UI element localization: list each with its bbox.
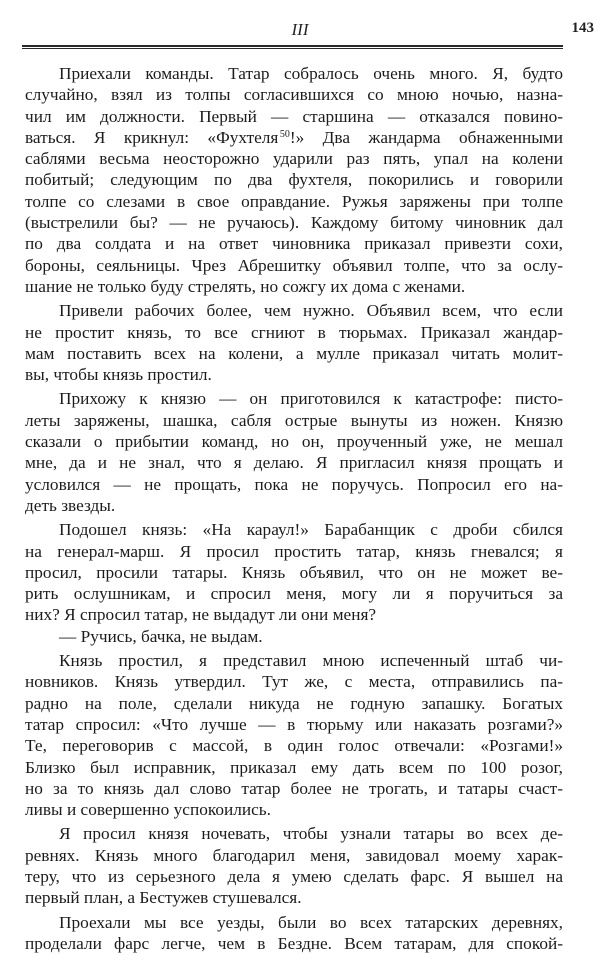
text-line: Князь простил, я представил мною испеченный штаб чи-: [59, 651, 563, 671]
text-line: побитый; следующим по два фухтеля, покорились и говорили: [25, 170, 563, 190]
text-line: толпе со слезами в свое оправдание. Ружья заряжены при толпе: [25, 191, 563, 211]
footnote-ref[interactable]: 50: [279, 128, 290, 140]
text-line: них? Я спросил татар, не выдадут ли они меня?: [25, 605, 377, 625]
paragraph: [25, 519, 563, 625]
paragraph: [25, 300, 563, 385]
text-line: Подошел князь: «На караул!» Барабанщик с дроби сбился: [59, 520, 563, 540]
text-line: Я просил князя ночевать, чтобы узнали татары во всех де-: [59, 824, 563, 844]
text-line: Те, переговорив с массой, в один голос отвечали: «Розгами!»: [25, 736, 563, 756]
text-line: теру, что из серьезного дела я умею сделать фарс. Я вышел на: [25, 866, 563, 886]
text-line: первый план, а Бестужев стушевался.: [25, 888, 302, 908]
paragraph: [25, 823, 563, 908]
text-line: радно на поле, сделали никуда не годную запашку. Богатых: [25, 693, 563, 713]
text-line: мам поставить всех на колени, а мулле приказал читать молит-: [25, 343, 563, 363]
text-fragment: ваться. Я крикнул: «Фухтеля: [25, 127, 279, 147]
text-line: Близко был исправник, приказал ему дать всем по 100 розог,: [25, 757, 563, 777]
header-rule: [22, 45, 563, 49]
text-line: Прихожу к князю — он приготовился к катастрофе: писто-: [59, 389, 563, 409]
paragraph: [25, 388, 563, 516]
paragraph-dialogue: [25, 626, 563, 647]
text-line: Проехали мы все уезды, были во всех татарских деревнях,: [59, 912, 563, 932]
paragraph: [25, 63, 563, 297]
text-line: (выстрелили бы? — не ручаюсь). Каждому битому чиновник дал: [25, 213, 563, 233]
text-line: саблями весьма неосторожно ударили раз пять, упал на колени: [25, 149, 563, 169]
text-line: ревнях. Князь много благодарил меня, завидовал моему харак-: [25, 845, 563, 865]
text-line: на генерал-марш. Я просил простить татар, князь гневался; я: [25, 541, 563, 561]
text-line: рить ослушникам, и спросил меня, могу ли я поручиться за: [25, 584, 563, 604]
page-header: [22, 18, 594, 42]
text-line: по два солдата и на ответ чиновника приказал привезти сохи,: [25, 234, 563, 254]
text-line: не простит князь, то все сгниют в тюрьмах. Приказал жандар-: [25, 322, 563, 342]
text-line: Привели рабочих более, чем нужно. Объявил всем, что если: [59, 301, 563, 321]
text-line: бороны, сеяльницы. Чрез Абрешитку объявил толпе, что за ослу-: [25, 255, 563, 275]
text-line: татар спросил: «Что лучше — в тюрьму или наказать розгами?»: [25, 714, 563, 734]
text-line: вы, чтобы князь простил.: [25, 365, 212, 385]
text-line: мне, да и не знал, что я делаю. Я пригласил князя прощать и: [25, 453, 563, 473]
text-line-with-footnote: [25, 127, 563, 148]
text-line: просил, просили татары. Князь объявил, что он не может ве-: [25, 562, 563, 582]
paragraph: [25, 650, 563, 820]
text-line: сказали о прибытии команд, но он, проученный уже, не мешал: [25, 432, 563, 452]
text-fragment: !» Два жандарма обнаженными: [289, 127, 563, 147]
text-line: ливы и совершенно успокоились.: [25, 800, 271, 820]
page-number: 143: [571, 20, 594, 36]
text-line: условился — не прощать, пока не поручусь. Попросил его на-: [25, 474, 563, 494]
text-line: леты заряжены, шашка, сабля острые вынуты из ножен. Князю: [25, 410, 563, 430]
running-head: III: [291, 20, 309, 39]
text-line: Приехали команды. Татар собралось очень много. Я, будто: [59, 64, 563, 83]
text-line: новников. Князь утвердил. Тут же, с места, отправились па-: [25, 672, 563, 692]
text-line: — Ручись, бачка, не выдам.: [59, 626, 263, 646]
text-line: случайно, взял из толпы согласившихся со мною ночью, назна-: [25, 85, 563, 105]
text-line: чил им должности. Первый — старшина — отказался повино-: [25, 106, 563, 126]
body-text: [25, 63, 563, 954]
paragraph: [25, 912, 563, 955]
text-line: проделали фарс легче, чем в Бездне. Всем татарам, для спокой-: [25, 933, 563, 953]
text-line: деть звезды.: [25, 495, 116, 515]
text-line: шание не только буду стрелять, но сожгу их дома с женами.: [25, 276, 466, 296]
text-line: но за то князь дал слово татар более не трогать, и татары счаст-: [25, 778, 563, 798]
